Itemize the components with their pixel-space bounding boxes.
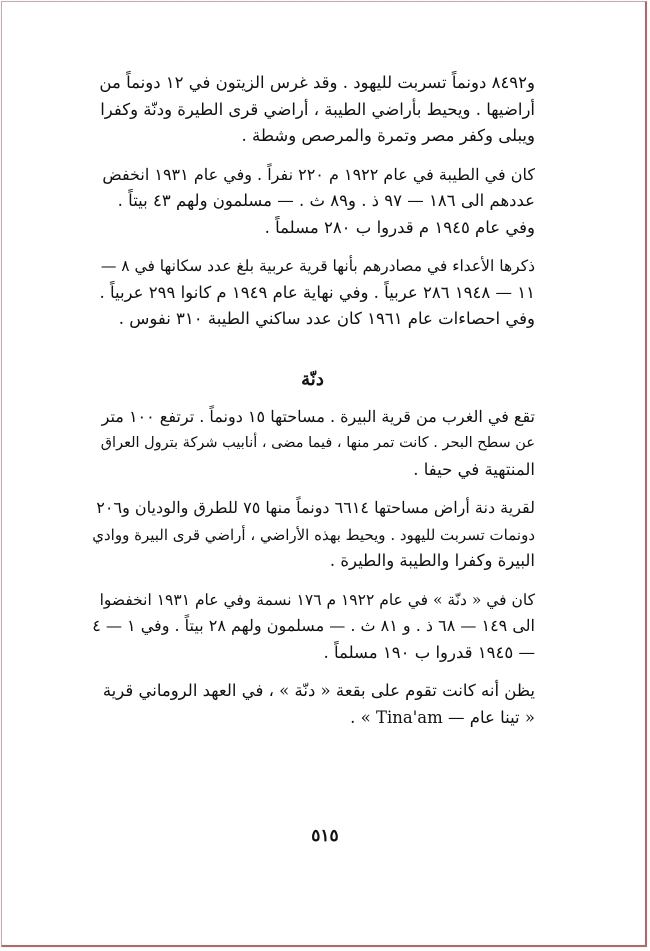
text-line: عددهم الى ١٨٦ — ٩٧ ذ . و٨٩ ث . — مسلمون ولهم ٤٣ بيتاً .	[117, 191, 535, 210]
section-bottom	[90, 404, 535, 732]
text-line: كان في الطيبة في عام ١٩٢٢ م ٢٢٠ نفراً . وفي عام ١٩٣١ انخفض	[102, 164, 535, 184]
section-top	[90, 70, 535, 333]
paragraph-enemy-sources	[90, 253, 535, 333]
text-line: كان في « دنّة » في عام ١٩٢٢ م ١٧٦ نسمة وفي عام ١٩٣١ انخفضوا	[99, 590, 535, 609]
text-line: ١١ — ١٩٤٨ ٢٨٦ عربياً . وفي نهاية عام ١٩٤٩ م كانوا ٢٩٩ عربياً .	[99, 282, 535, 302]
text-line: « تينا عام — Tina'am » .	[350, 707, 535, 727]
paragraph-lands	[90, 495, 535, 575]
page-content	[90, 70, 535, 743]
section-heading: دنّة	[301, 368, 324, 390]
text-line: البيرة وكفرا والطيبة والطيرة .	[329, 551, 535, 570]
paragraph-location	[90, 404, 535, 484]
text-line: الى ١٤٩ — ٦٨ ذ . و ٨١ ث . — مسلمون ولهم ٢٨ بيتاً . وفي ١ — ٤	[92, 616, 535, 635]
text-line: أراضيها . ويحيط بأراضي الطيبة ، أراضي قرى الطيرة ودنّة وكفرا	[100, 99, 535, 119]
text-line: ذكرها الأعداء في مصادرهم بأنها قرية عربية بلغ عدد سكانها في ٨ —	[100, 257, 535, 275]
text-line: دونمات تسربت لليهود . ويحيط بهذه الأراضي ، أراضي قرى البيرة ووادي	[92, 525, 535, 544]
text-line: يظن أنه كانت تقوم على بقعة « دنّة » ، في العهد الروماني قرية	[102, 681, 535, 700]
paragraph-roman-era	[90, 678, 535, 731]
text-line: عن سطح البحر . كانت تمر منها ، فيما مضى ، أنابيب شركة بترول العراق	[100, 435, 535, 451]
text-line: وفي عام ١٩٤٥ م قدروا ب ٢٨٠ مسلماً .	[264, 217, 535, 237]
text-line: ويبلى وكفر مصر وتمرة والمرصص وشطة .	[241, 126, 535, 145]
paragraph-population-dunna	[90, 587, 535, 667]
paragraph-population	[90, 162, 535, 242]
page-number: ٥١٥	[311, 826, 339, 846]
paragraph-land	[90, 70, 535, 150]
text-line: تقع في الغرب من قرية البيرة . مساحتها ١٥ دونماً . ترتفع ١٠٠ متر	[101, 406, 535, 426]
text-line: — ١٩٤٥ قدروا ب ١٩٠ مسلماً .	[323, 642, 535, 662]
text-line: المنتهية في حيفا .	[413, 459, 535, 479]
text-line: وفي احصاءات عام ١٩٦١ كان عدد ساكني الطيبة ٣١٠ نفوس .	[118, 309, 535, 328]
text-line: و٨٤٩٢ دونماً تسربت لليهود . وقد غرس الزيتون في ١٢ دونماً من	[99, 73, 535, 92]
text-line: لقرية دنة أراض مساحتها ٦٦١٤ دونماً منها ٧٥ للطرق والوديان و٢٠٦	[96, 498, 535, 517]
